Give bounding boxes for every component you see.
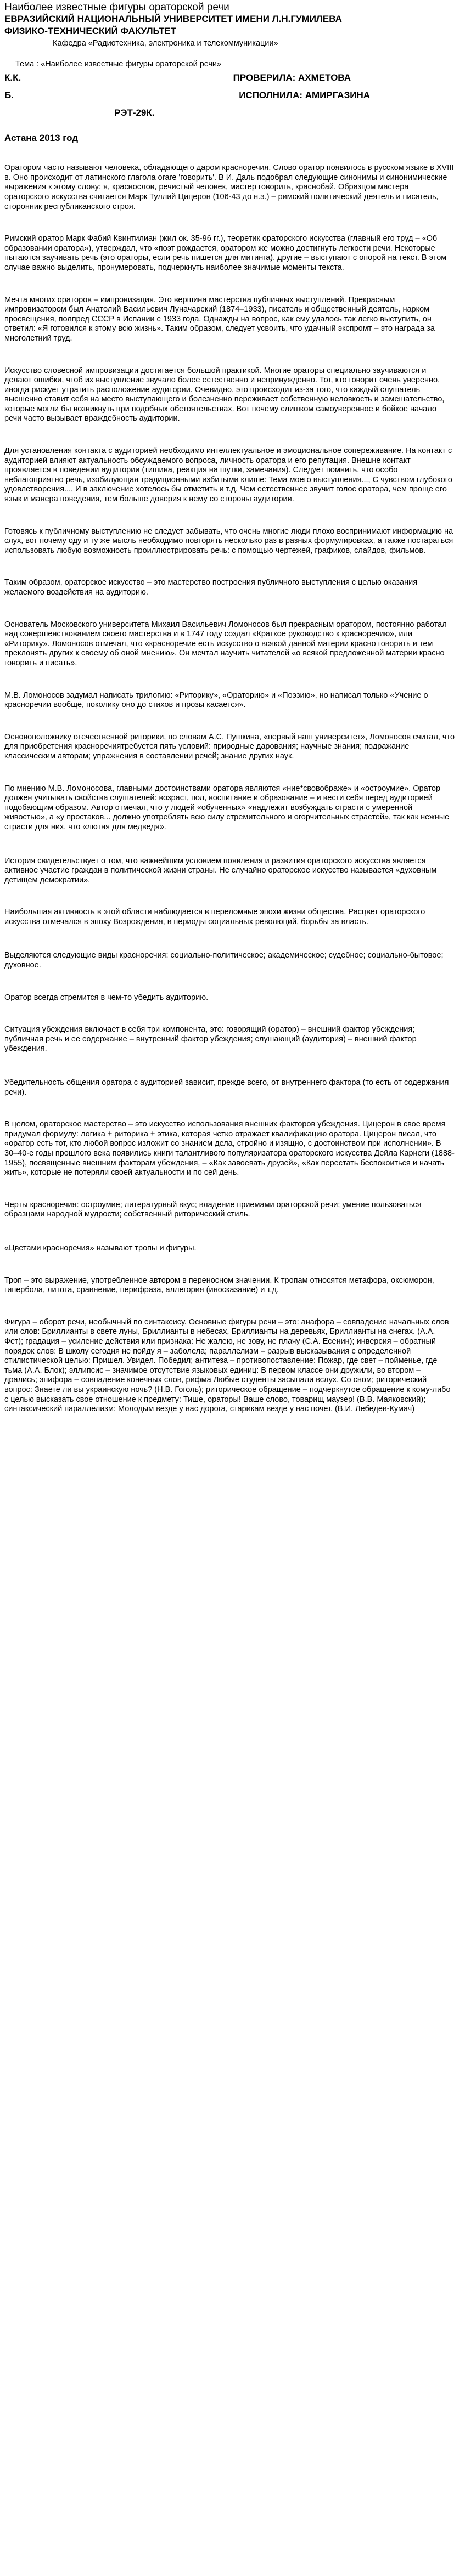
paragraph: Убедительность общения оратора с аудиторией зависит, прежде всего, от внутреннего фактора (то есть от содержания речи). <box>4 1078 449 1097</box>
city-year: Астана 2013 год <box>4 133 79 144</box>
paragraph: Троп – это выражение, употребленное автором в переносном значении. К тропам относятся метафора, оксюморон, гипербола, литота, сравнение, перифраза, аллегория (иносказание) и т.д. <box>4 1276 434 1295</box>
checked-by: ПРОВЕРИЛА: АХМЕТОВА <box>233 72 351 83</box>
paragraph: Римский оратор Марк Фабий Квинтилиан (жил ок. 35-96 гг.), теоретик ораторского искусства (главный его труд – «Об образовании оратора»), утверждал, что «поэт рождается, оратором же можно достигнуть легкости речи. Некоторые пытаются заучивать речь (это ораторы, если речь пишется для митинга), другие – выступают с опорой на текст. В этом случае важно выделить, пронумеровать, подчеркнуть наиболее значимые моменты текста. <box>4 234 447 272</box>
group-code: РЭТ-29К. <box>114 107 155 118</box>
paragraph: Искусство словесной импровизации достигается большой практикой. Многие ораторы специально заучиваются и делают ошибки, чтоб их выступление звучало более естественно и непринужденно. Тот, кто говорит очень уверенно, иногда рискует утратить расположение аудитории. Очевидно, это происходит из-за того, что каждый слушатель высшенно ставит себя на место выступающего и болезненно переживает собственную неловкость и замешательство, которые могли бы возникнуть при подобных обстоятельствах. Вот почему слишком самоуверенное и бойкое начало речи часто вызывает враждебность аудитории. <box>4 366 445 423</box>
paragraph: «Цветами красноречия» называют тропы и фигуры. <box>4 1243 197 1253</box>
paragraph: Мечта многих ораторов – импровизация. Это вершина мастерства публичных выступлений. Прекрасным импровизатором был Анатолий Васильевич Луначарский (1874–1933), писатель и общественный деятель, нарком просвещения, полпред СССР в Испании с 1933 года. Однажды на вопрос, как ему удалось так легко выступить, он ответил: «Я готовился к этому всю жизнь». Таким образом, следует усвоить, что удачный экспромт – это награда за многолетний труд. <box>4 295 435 343</box>
performed-initials: Б. <box>4 90 14 101</box>
document-title: Наиболее известные фигуры ораторской речи <box>4 2 229 13</box>
paragraph: Наибольшая активность в этой области наблюдается в переломные эпохи жизни общества. Расцвет ораторского искусства отмечался в эпоху Возрождения, в периоды социальных революций, борьбы за власть. <box>4 908 425 926</box>
document-body <box>4 163 455 1414</box>
paragraph: Оратор всегда стремится в чем-то убедить аудиторию. <box>4 993 209 1002</box>
faculty-name: ФИЗИКО-ТЕХНИЧЕСКИЙ ФАКУЛЬТЕТ <box>4 26 177 36</box>
paragraph: Основатель Московского университета Михаил Васильевич Ломоносов был прекрасным оратором, постоянно работал над совершенствованием своего мастерства и в 1747 году создал «Краткое руководство к красноречию», или «Риторику». Ломоносов отмечал, что «красноречие есть искусство о всякой данной материи красно говорить и тем преклонять других к своему об оной мнению». Он мечтал научить читателей «о всякой предложенной материи красно говорить и писать». <box>4 620 447 667</box>
performed-row <box>4 90 455 101</box>
checked-row <box>4 72 455 83</box>
topic-line: Тема : «Наиболее известные фигуры ораторской речи» <box>15 59 222 69</box>
paragraph: Готовясь к публичному выступлению не следует забывать, что очень многие люди плохо воспринимают информацию на слух, вот почему оду и ту же мысль необходимо повторять несколько раз в разных формулировках, а также постараться использовать любую возможность проиллюстрировать речь: с помощью чертежей, графиков, слайдов, фильмов. <box>4 526 453 555</box>
university-name: ЕВРАЗИЙСКИЙ НАЦИОНАЛЬНЫЙ УНИВЕРСИТЕТ ИМЕНИ Л.Н.ГУМИЛЕВА <box>4 14 342 24</box>
paragraph: Выделяются следующие виды красноречия: социально-политическое; академическое; судебное; социально-бытовое; духовное. <box>4 951 444 970</box>
checked-initials: К.К. <box>4 72 21 83</box>
paragraph: В целом, ораторское мастерство – это искусство использования внешних факторов убеждения. Цицерон в свое время придумал формулу: логика + риторика + этика, которая четко отражает квалификацию оратора. Цицерон писал, что «оратор есть тот, кто любой вопрос изложит со знанием дела, стройно и изящно, с достоинством при исполнении». В 30–40-е годы прошлого века появились книги талантливого популяризатора ораторского искусства Дейла Карнеги (1888-1955), посвященные внешним факторам убеждения, – «Как завоевать друзей», «Как перестать беспокоиться и начать жить», которые не потеряли своей актуальности и по сей день. <box>4 1120 455 1177</box>
performed-by: ИСПОЛНИЛА: АМИРГАЗИНА <box>239 90 370 101</box>
paragraph: Черты красноречия: остроумие; литературный вкус; владение приемами ораторской речи; умение пользоваться образцами народной мудрости; собственный риторический стиль. <box>4 1200 422 1219</box>
paragraph: М.В. Ломоносов задумал написать трилогию: «Риторику», «Ораторию» и «Поэзию», но написал только «Учение о красноречии вообще, поколику оно до стихов и прозы касается». <box>4 690 428 710</box>
paragraph: Фигура – оборот речи, необычный по синтаксису. Основные фигуры речи – это: анафора – совпадение начальных слов или слов: Бриллианты в свете луны, Бриллианты в небесах, Бриллианты на деревьях, Бриллианты на снегах. (А.А. Фет); градация – усиление действия или признака: Не жалею, не зову, не плачу (С.А. Есенин); инверсия – обратный порядок слов: В школу сегодня не пойду я – заболела; параллелизм – разрыв высказывания с определенной стилистической целью: Пришел. Увидел. Победил; антитеза – противопоставление: Пожар, где свет – пойменье, где тьма (А.А. Блок); эллипсис – значимое отсутствие языковых единиц: В первом классе они дружили, во втором – дрались; эпифора – совпадение конечных слов, рифма Любые студенты засыпали вслух. Со сном; риторический вопрос: Знаете ли вы украинскую ночь? (Н.В. Гоголь); риторическое обращение – подчеркнутое обращение к кому-либо с целью высказать свое отношение к предмету: Тише, ораторы! Ваше слово, товарищ маузер! (В.В. Маяковский); синтаксический параллелизм: Молодым везде у нас дорога, старикам везде у нас почет. (В.И. Лебедев-Кумач) <box>4 1317 451 1414</box>
paragraph: Для установления контакта с аудиторией необходимо интеллектуальное и эмоциональное сопереживание. На контакт с аудиторией влияют актуальность обсуждаемого вопроса, личность оратора и его репутация. Внешне контакт проявляется в поведении аудитории (тишина, реакция на шутки, замечания). Следует помнить, что особо неблагоприятно речь, изобилующая традиционными избитыми клише: Тема моего выступления..., С чувством глубокого удовлетворения..., И в заключение хотелось бы отметить и т.д. Чем естественнее звучит голос оратора, чем проще его язык и манера поведения, тем больше доверия к нему со стороны аудитории. <box>4 446 452 504</box>
paragraph: Оратором часто называют человека, обладающего даром красноречия. Слово оратор появилось в русском языке в XVIII в. Оно происходит от латинского глагола orare 'говорить'. В И. Даль подобрал следующие синонимы и синонимические выражения к этому слову: я, краснослов, речистый человек, мастер говорить, краснобай. Образцом мастера ораторского искусства считается Марк Туллий Цицерон (106-43 до н.э.) – римский политический деятель и писатель, сторонник республиканского строя. <box>4 163 454 211</box>
paragraph: Основоположнику отечественной риторики, по словам А.С. Пушкина, «первый наш университет», Ломоносов считал, что для приобретения красноречиятребуется пять условий: природные дарования; научные знания; подражание классическим авторам; упражнения в составлении речей; знание других наук. <box>4 732 455 761</box>
paragraph: Ситуация убеждения включает в себя три компонента, это: говорящий (оратор) – внешний фактор убеждения; публичная речь и ее содержание – внутренний фактор убеждения; слушающий (аудитория) – внешний фактор убеждения. <box>4 1025 417 1054</box>
department-name: Кафедра «Радиотехника, электроника и телекоммуникации» <box>53 39 278 48</box>
paragraph: Таким образом, ораторское искусство – это мастерство построения публичного выступления с целью оказания желаемого воздействия на аудиторию. <box>4 578 418 597</box>
paragraph: История свидетельствует о том, что важнейшим условием появления и развития ораторского искусства является активное участие граждан в политической жизни страны. Не случайно ораторское искусство называется «духовным детищем демократии». <box>4 856 437 885</box>
paragraph: По мнению М.В. Ломоносова, главными достоинствами оратора являются «ние*свовображе» и «остроумие». Оратор должен учитывать свойства слушателей: возраст, пол, воспитание и образование – и вести себя перед аудиторией подобающим образом. Автор отмечал, что у людей «обученных» «надлежит возбуждать страсти с умеренной живостью», а «у простаков... должно употреблять всю силу стремительного и огорчительных страстей», так как нежные страсти для них, что «лютня для медведя». <box>4 784 450 831</box>
